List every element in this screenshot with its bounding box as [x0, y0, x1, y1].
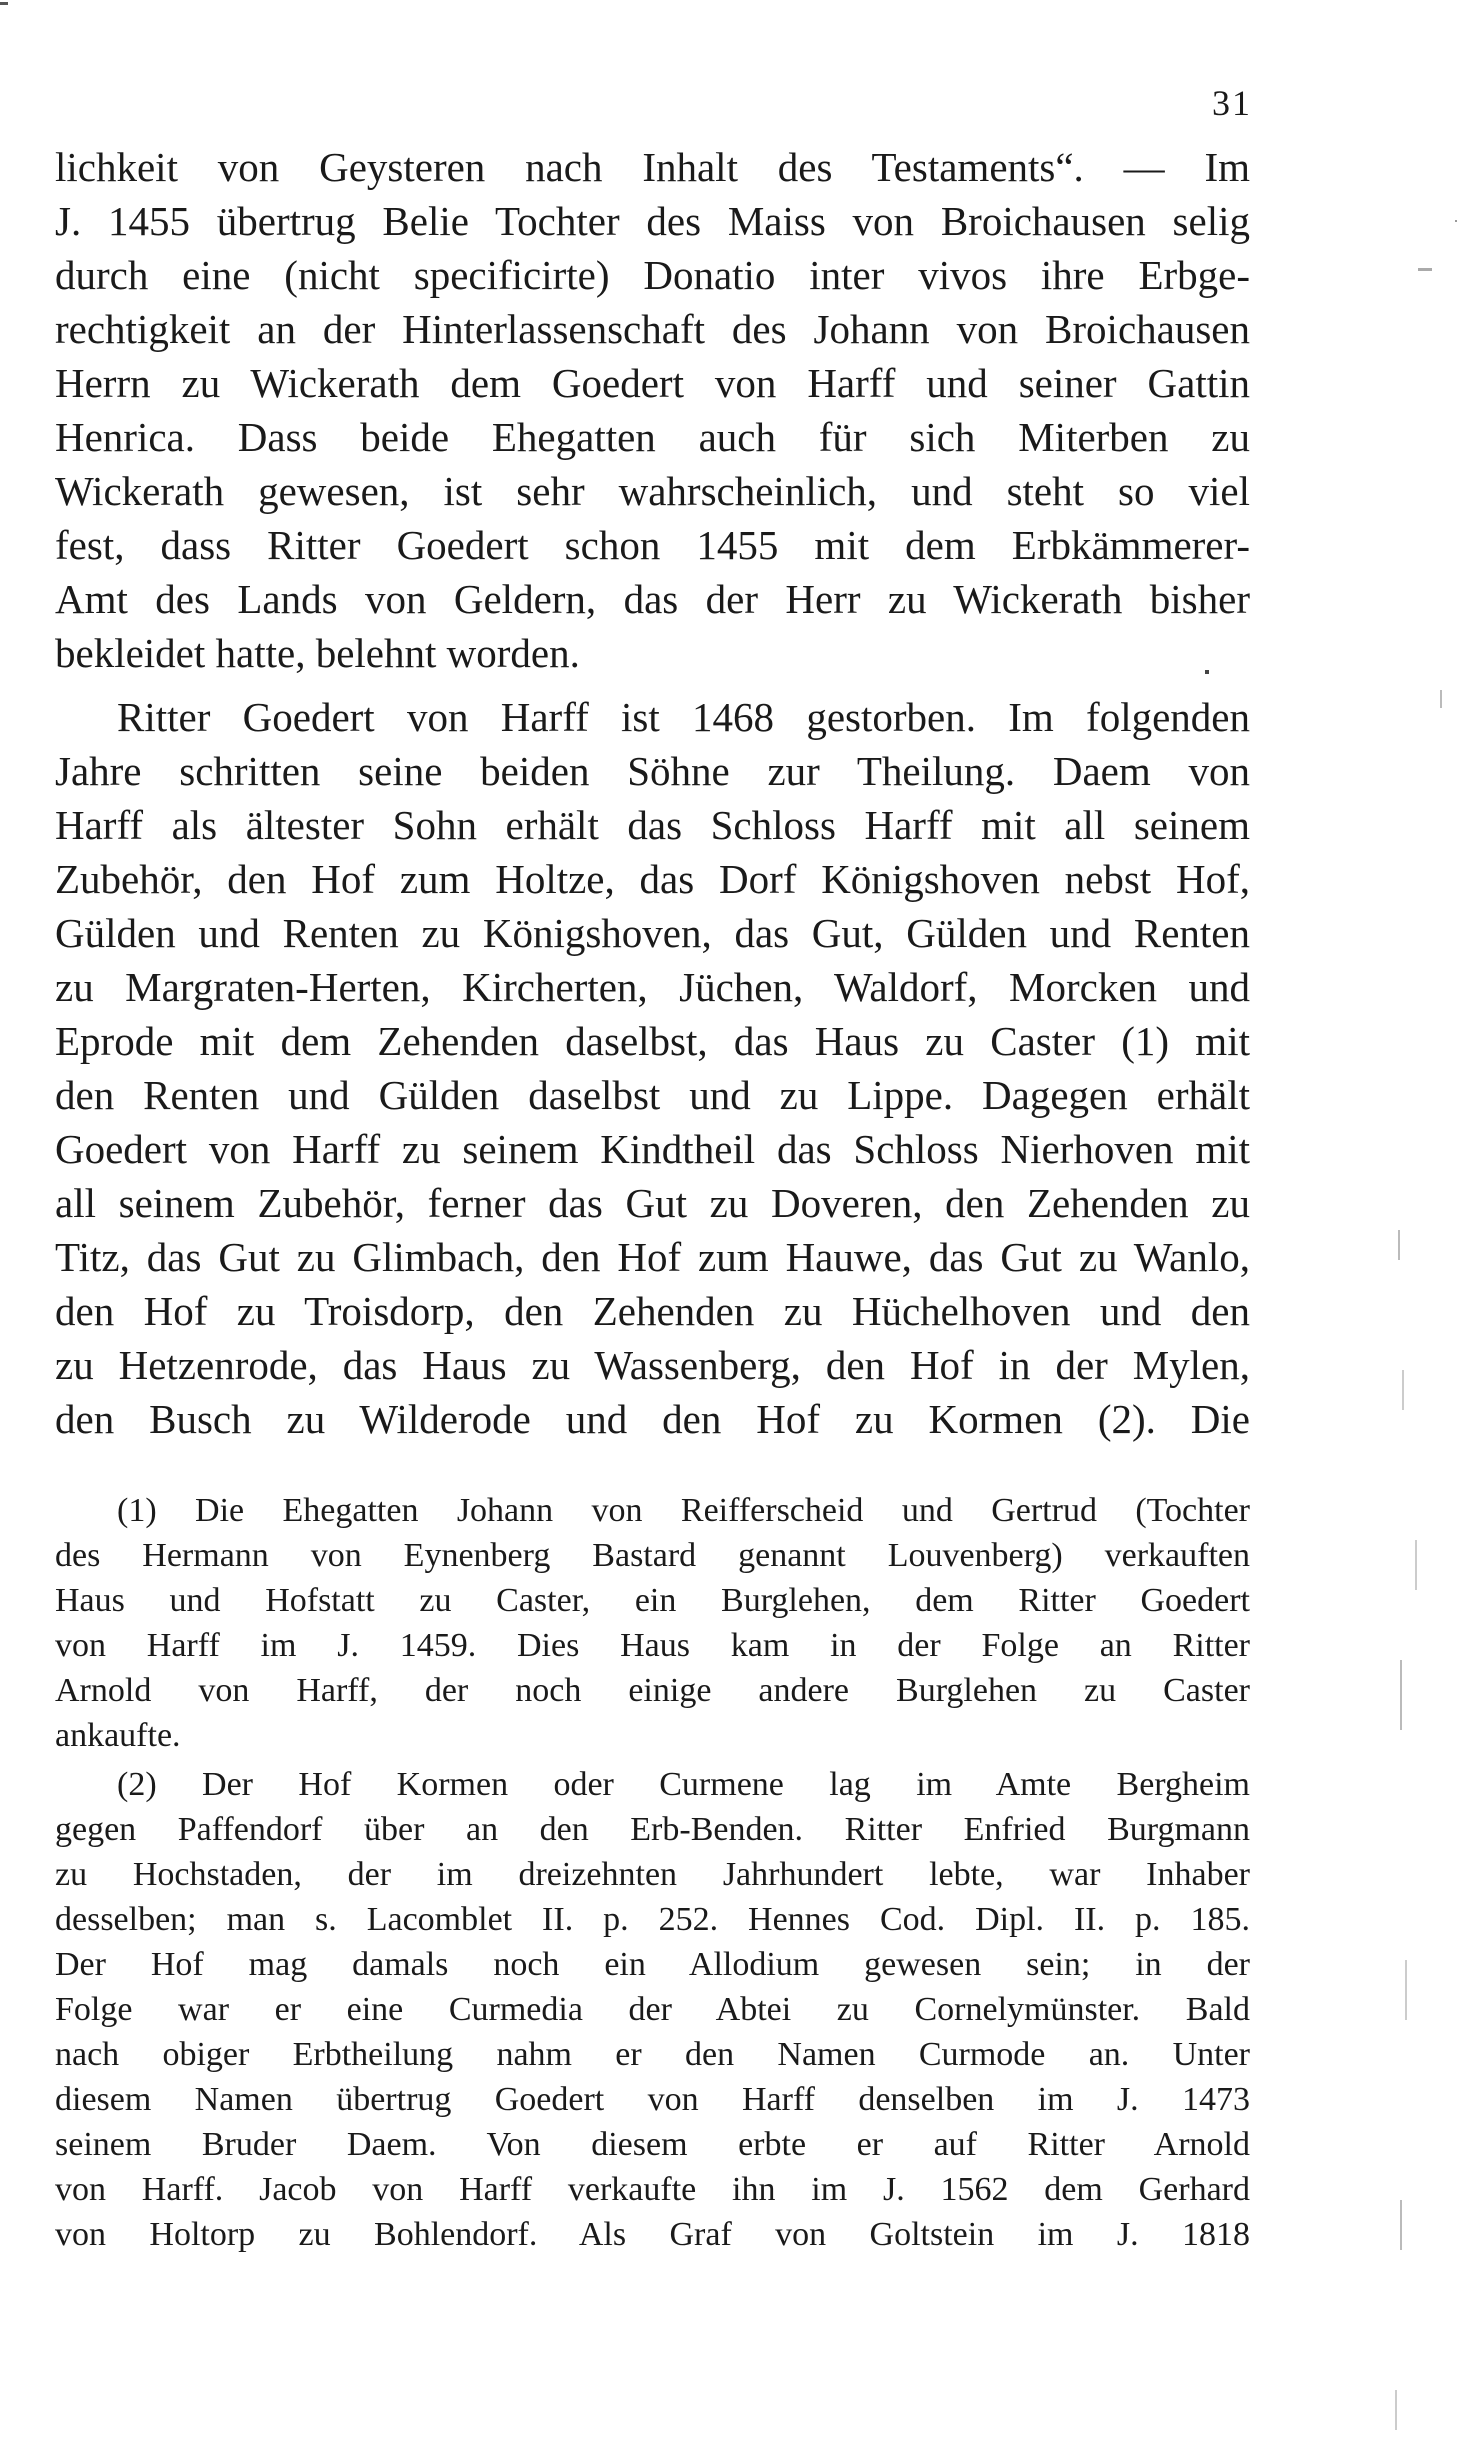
scan-speck	[1440, 690, 1442, 708]
footnote-line: gegen Paffendorf über an den Erb-Benden. Ritter Enfried Burgmann	[55, 1811, 1250, 1848]
footnote-line: von Holtorp zu Bohlendorf. Als Graf von Goltstein im J. 1818	[55, 2216, 1250, 2253]
scan-speck	[1418, 268, 1432, 271]
main-line: Eprode mit dem Zehenden daselbst, das Haus zu Caster (1) mit	[55, 1018, 1250, 1064]
footnote-line: Der Hof mag damals noch ein Allodium gewesen sein; in der	[55, 1946, 1250, 1983]
main-line: Herrn zu Wickerath dem Goedert von Harff und seiner Gattin	[55, 360, 1250, 406]
main-line: Goedert von Harff zu seinem Kindtheil das Schloss Nierhoven mit	[55, 1126, 1250, 1172]
main-line: bekleidet hatte, belehnt worden.	[55, 630, 580, 676]
main-line: Henrica. Dass beide Ehegatten auch für sich Miterben zu	[55, 414, 1250, 460]
footnote-line: von Harff im J. 1459. Dies Haus kam in der Folge an Ritter	[55, 1627, 1250, 1664]
footnote-line: zu Hochstaden, der im dreizehnten Jahrhundert lebte, war Inhaber	[55, 1856, 1250, 1893]
footnote-line: Arnold von Harff, der noch einige andere Burglehen zu Caster	[55, 1672, 1250, 1709]
main-line: Amt des Lands von Geldern, das der Herr zu Wickerath bisher	[55, 576, 1250, 622]
main-line: den Hof zu Troisdorp, den Zehenden zu Hüchelhoven und den	[55, 1288, 1250, 1334]
footnote-line: desselben; man s. Lacomblet II. p. 252. Hennes Cod. Dipl. II. p. 185.	[55, 1901, 1250, 1938]
scan-speck	[1400, 2200, 1402, 2250]
footnote-line: nach obiger Erbtheilung nahm er den Namen Curmode an. Unter	[55, 2036, 1250, 2073]
main-line: Harff als ältester Sohn erhält das Schloss Harff mit all seinem	[55, 802, 1250, 848]
footnote-line: des Hermann von Eynenberg Bastard genannt Louvenberg) verkauften	[55, 1537, 1250, 1574]
scan-speck	[1400, 1660, 1402, 1730]
main-line: lichkeit von Geysteren nach Inhalt des Testaments“. — Im	[55, 144, 1250, 190]
footnote-line: (1) Die Ehegatten Johann von Reifferscheid und Gertrud (Tochter	[117, 1492, 1250, 1529]
main-line: durch eine (nicht specificirte) Donatio inter vivos ihre Erbge-	[55, 252, 1250, 298]
scan-speck	[1405, 1960, 1407, 2020]
scan-speck	[1398, 1230, 1400, 1260]
footnote-line: Haus und Hofstatt zu Caster, ein Burglehen, dem Ritter Goedert	[55, 1582, 1250, 1619]
footnote-line: von Harff. Jacob von Harff verkaufte ihn im J. 1562 dem Gerhard	[55, 2171, 1250, 2208]
footnote-line: Folge war er eine Curmedia der Abtei zu Cornelymünster. Bald	[55, 1991, 1250, 2028]
footnote-line: ankaufte.	[55, 1717, 181, 1754]
main-line: zu Hetzenrode, das Haus zu Wassenberg, den Hof in der Mylen,	[55, 1342, 1250, 1388]
main-line: Ritter Goedert von Harff ist 1468 gestorben. Im folgenden	[117, 694, 1250, 740]
scan-speck	[0, 2, 8, 5]
main-line: J. 1455 übertrug Belie Tochter des Maiss von Broichausen selig	[55, 198, 1250, 244]
main-line: zu Margraten-Herten, Kircherten, Jüchen, Waldorf, Morcken und	[55, 964, 1250, 1010]
footnote-line: diesem Namen übertrug Goedert von Harff denselben im J. 1473	[55, 2081, 1250, 2118]
main-line: Wickerath gewesen, ist sehr wahrscheinlich, und steht so viel	[55, 468, 1250, 514]
main-line: Titz, das Gut zu Glimbach, den Hof zum Hauwe, das Gut zu Wanlo,	[55, 1234, 1250, 1280]
footnote-line: (2) Der Hof Kormen oder Curmene lag im Amte Bergheim	[117, 1766, 1250, 1803]
main-line: Zubehör, den Hof zum Holtze, das Dorf Königshoven nebst Hof,	[55, 856, 1250, 902]
scan-speck	[1402, 1370, 1404, 1410]
main-line: fest, dass Ritter Goedert schon 1455 mit dem Erbkämmerer-	[55, 522, 1250, 568]
main-line: den Busch zu Wilderode und den Hof zu Kormen (2). Die	[55, 1396, 1250, 1442]
scan-speck	[1415, 1540, 1417, 1590]
footnote-line: seinem Bruder Daem. Von diesem erbte er auf Ritter Arnold	[55, 2126, 1250, 2163]
scan-speck	[1455, 220, 1457, 222]
main-line: all seinem Zubehör, ferner das Gut zu Doveren, den Zehenden zu	[55, 1180, 1250, 1226]
main-line: den Renten und Gülden daselbst und zu Lippe. Dagegen erhält	[55, 1072, 1250, 1118]
scan-speck	[1395, 2390, 1397, 2430]
main-line: Gülden und Renten zu Königshoven, das Gut, Gülden und Renten	[55, 910, 1250, 956]
main-line: rechtigkeit an der Hinterlassenschaft des Johann von Broichausen	[55, 306, 1250, 352]
scan-speck	[1205, 670, 1209, 674]
main-line: Jahre schritten seine beiden Söhne zur Theilung. Daem von	[55, 748, 1250, 794]
page-number: 31	[1212, 83, 1252, 123]
